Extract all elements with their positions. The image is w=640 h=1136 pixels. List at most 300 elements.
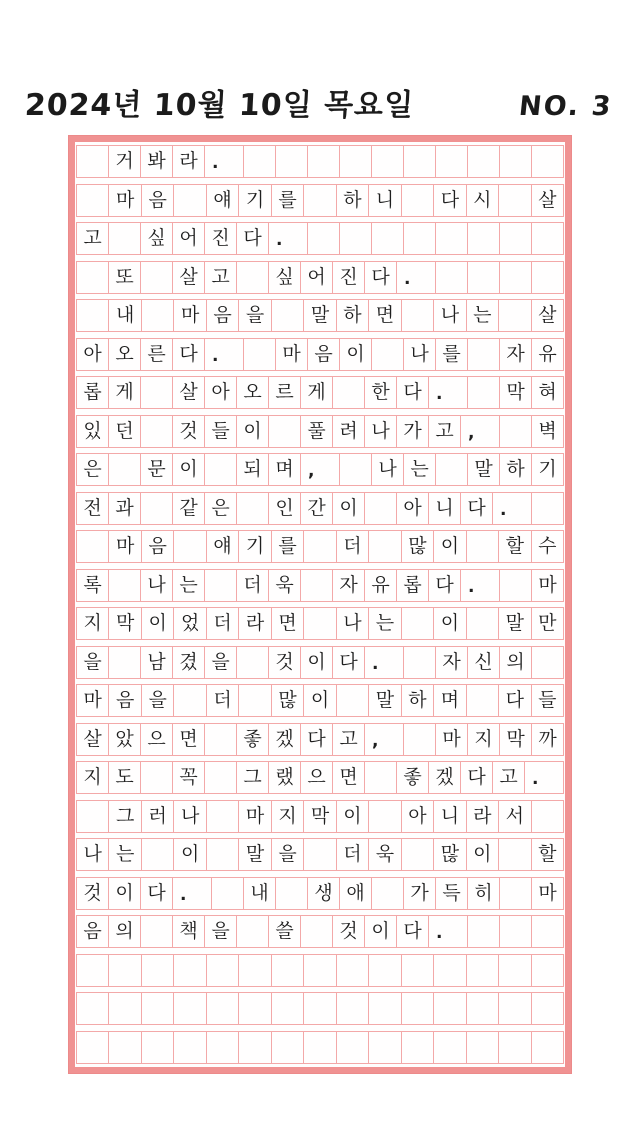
grid-cell: 인 (268, 492, 301, 525)
grid-cell-empty (467, 261, 500, 294)
grid-cell-empty (467, 376, 500, 409)
grid-cell: 들 (204, 415, 237, 448)
grid-cell: 기 (531, 453, 564, 486)
grid-cell-empty (531, 261, 564, 294)
grid-row (76, 299, 564, 332)
grid-cell: 러 (141, 800, 174, 833)
grid-row (76, 145, 564, 178)
grid-cell: 더 (336, 530, 369, 563)
grid-cell: 다 (396, 376, 429, 409)
grid-cell: 문 (140, 453, 173, 486)
grid-cell-empty (371, 877, 404, 910)
grid-cell-empty (271, 954, 304, 987)
grid-cell: . (204, 145, 244, 178)
grid-cell: 이 (141, 607, 174, 640)
grid-row (76, 646, 564, 679)
grid-cell: 살 (172, 376, 205, 409)
grid-cell: 이 (364, 915, 397, 948)
grid-cell: 신 (467, 646, 500, 679)
grid-cell-empty (238, 1031, 271, 1064)
grid-cell: 는 (466, 299, 499, 332)
grid-cell: 라 (466, 800, 499, 833)
grid-cell-empty (364, 761, 397, 794)
grid-cell-empty (531, 800, 564, 833)
grid-cell: 마 (238, 800, 271, 833)
grid-cell: 자 (435, 646, 468, 679)
grid-cell: 음 (76, 915, 109, 948)
grid-cell: , (364, 723, 404, 756)
grid-cell: 다 (460, 761, 493, 794)
grid-cell-empty (401, 838, 434, 871)
grid-cell-empty (403, 723, 436, 756)
grid-cell-empty (531, 646, 564, 679)
grid-cell: 을 (271, 838, 304, 871)
grid-cell: 이 (303, 684, 336, 717)
grid-cell-empty (206, 954, 239, 987)
grid-cell: 다 (300, 723, 333, 756)
grid-cell-empty (76, 800, 109, 833)
grid-cell: 는 (108, 838, 141, 871)
grid-cell: 지 (467, 723, 500, 756)
grid-cell-empty (433, 1031, 466, 1064)
grid-cell-empty (531, 954, 564, 987)
grid-cell: 게 (300, 376, 333, 409)
grid-row (76, 492, 564, 525)
grid-cell-empty (303, 1031, 336, 1064)
grid-row (76, 530, 564, 563)
grid-cell-empty (140, 761, 173, 794)
grid-cell-empty (435, 222, 468, 255)
grid-cell: 이 (336, 800, 369, 833)
grid-cell: 다 (236, 222, 269, 255)
grid-cell: 아 (76, 338, 109, 371)
grid-cell: 막 (499, 376, 532, 409)
grid-cell-empty (336, 1031, 369, 1064)
grid-cell: 고 (492, 761, 525, 794)
grid-cell: 다 (140, 877, 173, 910)
grid-cell: 겠 (428, 761, 461, 794)
grid-cell: 더 (206, 684, 239, 717)
grid-row (76, 915, 564, 948)
grid-cell-empty (206, 838, 239, 871)
grid-cell: 거 (108, 145, 141, 178)
grid-cell-empty (204, 453, 237, 486)
grid-cell-empty (531, 992, 564, 1025)
grid-cell-empty (531, 915, 564, 948)
grid-cell-empty (108, 569, 141, 602)
grid-cell-empty (236, 261, 269, 294)
grid-cell: 다 (364, 261, 397, 294)
grid-cell: 막 (499, 723, 532, 756)
grid-cell: 른 (140, 338, 173, 371)
grid-cell-empty (173, 684, 206, 717)
grid-cell: 히 (467, 877, 500, 910)
grid-cell: 롭 (76, 376, 109, 409)
grid-cell: 면 (172, 723, 205, 756)
grid-cell: , (300, 453, 340, 486)
grid-cell-empty (364, 492, 397, 525)
grid-cell: 많 (271, 684, 304, 717)
grid-cell: 살 (172, 261, 205, 294)
grid-cell: 면 (271, 607, 304, 640)
grid-cell-empty (403, 646, 436, 679)
grid-cell-empty (271, 299, 304, 332)
grid-cell: 았 (108, 723, 141, 756)
grid-cell: 벽 (531, 415, 564, 448)
grid-row (76, 723, 564, 756)
grid-row (76, 992, 564, 1025)
grid-cell: 겼 (172, 646, 205, 679)
grid-cell: 으 (140, 723, 173, 756)
grid-cell: 를 (435, 338, 468, 371)
grid-cell: . (172, 877, 212, 910)
grid-cell: 나 (403, 338, 436, 371)
grid-cell: 다 (433, 184, 466, 217)
grid-cell: 지 (76, 607, 109, 640)
grid-cell: 아 (396, 492, 429, 525)
grid-cell: 나 (76, 838, 109, 871)
grid-cell: 봐 (140, 145, 173, 178)
grid-cell: 들 (531, 684, 564, 717)
grid-cell: 은 (204, 492, 237, 525)
grid-cell-empty (206, 800, 239, 833)
grid-cell: 더 (336, 838, 369, 871)
grid-cell: 의 (499, 646, 532, 679)
grid-cell: 하 (336, 299, 369, 332)
grid-cell-empty (368, 954, 401, 987)
grid-cell: 하 (336, 184, 369, 217)
grid-row (76, 261, 564, 294)
grid-cell: 것 (172, 415, 205, 448)
grid-cell-empty (339, 145, 372, 178)
grid-cell-empty (336, 954, 369, 987)
grid-cell: 을 (204, 915, 237, 948)
grid-cell-empty (435, 261, 468, 294)
grid-cell: 을 (76, 646, 109, 679)
grid-cell-empty (141, 1031, 174, 1064)
grid-cell-empty (173, 530, 206, 563)
grid-cell-empty (76, 145, 109, 178)
grid-cell: 며 (433, 684, 466, 717)
grid-cell: 게 (108, 376, 141, 409)
grid-cell: 책 (172, 915, 205, 948)
grid-cell: 가 (396, 415, 429, 448)
grid-cell-empty (303, 607, 336, 640)
grid-cell-empty (303, 838, 336, 871)
grid-cell-empty (467, 338, 500, 371)
grid-cell-empty (243, 145, 276, 178)
grid-cell: 다 (396, 915, 429, 948)
grid-cell: 살 (76, 723, 109, 756)
grid-cell-empty (108, 954, 141, 987)
grid-cell-empty (531, 222, 564, 255)
grid-cell-empty (108, 453, 141, 486)
grid-cell: 다 (332, 646, 365, 679)
grid-cell: 싶 (140, 222, 173, 255)
grid-cell-empty (498, 184, 531, 217)
grid-cell-empty (371, 338, 404, 371)
grid-cell: 것 (268, 646, 301, 679)
grid-cell-empty (433, 954, 466, 987)
grid-cell-empty (498, 992, 531, 1025)
grid-cell-empty (368, 800, 401, 833)
grid-cell-empty (275, 877, 308, 910)
grid-cell: 간 (300, 492, 333, 525)
grid-cell: 이 (172, 453, 205, 486)
grid-cell-empty (339, 222, 372, 255)
grid-cell-empty (499, 145, 532, 178)
grid-row (76, 376, 564, 409)
grid-cell-empty (108, 222, 141, 255)
grid-cell: 의 (108, 915, 141, 948)
grid-row (76, 453, 564, 486)
grid-cell: 이 (236, 415, 269, 448)
grid-cell: 은 (76, 453, 109, 486)
grid-cell: . (492, 492, 532, 525)
grid-cell-empty (76, 992, 109, 1025)
grid-cell-empty (141, 992, 174, 1025)
grid-cell-empty (401, 992, 434, 1025)
grid-cell: . (428, 915, 468, 948)
grid-cell-empty (466, 530, 499, 563)
grid-cell-empty (140, 376, 173, 409)
grid-cell: 다 (428, 569, 461, 602)
grid-cell: 니 (368, 184, 401, 217)
grid-cell-empty (336, 684, 369, 717)
grid-cell-empty (499, 915, 532, 948)
grid-cell-empty (499, 222, 532, 255)
grid-row (76, 684, 564, 717)
grid-row (76, 338, 564, 371)
grid-cell: 유 (531, 338, 564, 371)
grid-cell: 어 (172, 222, 205, 255)
grid-cell-empty (466, 1031, 499, 1064)
grid-cell-empty (76, 954, 109, 987)
grid-cell: 많 (401, 530, 434, 563)
grid-cell: 그 (236, 761, 269, 794)
grid-cell: 욱 (268, 569, 301, 602)
grid-cell: 마 (531, 877, 564, 910)
grid-cell: 아 (401, 800, 434, 833)
grid-cell-empty (401, 184, 434, 217)
grid-cell: 내 (243, 877, 276, 910)
grid-cell: 전 (76, 492, 109, 525)
grid-cell: 것 (76, 877, 109, 910)
grid-cell: 같 (172, 492, 205, 525)
grid-cell-empty (401, 1031, 434, 1064)
grid-cell-empty (173, 1031, 206, 1064)
grid-cell-empty (303, 530, 336, 563)
grid-cell: 라 (238, 607, 271, 640)
grid-cell-empty (140, 261, 173, 294)
grid-cell: 를 (271, 184, 304, 217)
grid-cell: 풀 (300, 415, 333, 448)
grid-cell: 할 (498, 530, 531, 563)
grid-cell-empty (76, 1031, 109, 1064)
grid-cell-empty (268, 415, 301, 448)
grid-cell-empty (140, 915, 173, 948)
grid-cell-empty (303, 954, 336, 987)
grid-cell: 말 (238, 838, 271, 871)
grid-cell-empty (206, 992, 239, 1025)
grid-cell-empty (368, 530, 401, 563)
grid-cell: 쓸 (268, 915, 301, 948)
grid-cell: 막 (108, 607, 141, 640)
grid-cell-empty (204, 761, 237, 794)
grid-cell: 자 (499, 338, 532, 371)
grid-cell: 나 (371, 453, 404, 486)
grid-cell: 좋 (236, 723, 269, 756)
grid-cell: 었 (173, 607, 206, 640)
grid-cell-empty (307, 222, 340, 255)
grid-cell-empty (173, 184, 206, 217)
grid-cell: 오 (108, 338, 141, 371)
grid-cell: 이 (300, 646, 333, 679)
grid-cell-empty (531, 492, 564, 525)
grid-cell-empty (368, 1031, 401, 1064)
grid-cell: 음 (206, 299, 239, 332)
grid-cell-empty (303, 992, 336, 1025)
grid-cell-empty (435, 145, 468, 178)
grid-cell: 막 (303, 800, 336, 833)
grid-row (76, 607, 564, 640)
grid-cell-empty (466, 607, 499, 640)
grid-cell: 이 (173, 838, 206, 871)
grid-cell: 있 (76, 415, 109, 448)
grid-cell: 아 (204, 376, 237, 409)
grid-cell-empty (499, 415, 532, 448)
grid-cell: 만 (531, 607, 564, 640)
date-heading: 2024년 10월 10일 목요일 (23, 88, 415, 123)
grid-cell: 던 (108, 415, 141, 448)
grid-cell: 까 (531, 723, 564, 756)
grid-cell: 이 (433, 607, 466, 640)
grid-cell: 도 (108, 761, 141, 794)
grid-cell: . (204, 338, 244, 371)
grid-cell: 말 (303, 299, 336, 332)
grid-cell: 할 (531, 838, 564, 871)
grid-cell: 이 (466, 838, 499, 871)
grid-cell-empty (467, 145, 500, 178)
grid-cell: 이 (108, 877, 141, 910)
grid-cell: 고 (204, 261, 237, 294)
grid-cell: 음 (307, 338, 340, 371)
grid-cell: . (428, 376, 468, 409)
grid-cell-empty (339, 453, 372, 486)
grid-cell: 것 (332, 915, 365, 948)
grid-cell: 을 (238, 299, 271, 332)
grid-cell-empty (466, 684, 499, 717)
grid-cell: 면 (368, 299, 401, 332)
grid-cell-empty (332, 376, 365, 409)
grid-cell: 을 (141, 684, 174, 717)
grid-cell-empty (140, 492, 173, 525)
grid-cell: 마 (108, 530, 141, 563)
grid-cell: . (396, 261, 436, 294)
grid-row (76, 800, 564, 833)
grid-cell-empty (467, 915, 500, 948)
grid-cell-empty (368, 992, 401, 1025)
grid-cell: 오 (236, 376, 269, 409)
grid-cell: 겠 (268, 723, 301, 756)
grid-cell: 또 (108, 261, 141, 294)
grid-cell-empty (76, 184, 109, 217)
grid-row (76, 954, 564, 987)
grid-cell-empty (303, 184, 336, 217)
grid-cell: 시 (466, 184, 499, 217)
grid-cell-empty (76, 261, 109, 294)
grid-row (76, 838, 564, 871)
grid-cell-empty (271, 1031, 304, 1064)
grid-cell: 지 (271, 800, 304, 833)
grid-cell: . (364, 646, 404, 679)
grid-cell-empty (498, 954, 531, 987)
grid-cell: 는 (172, 569, 205, 602)
grid-cell-empty (466, 992, 499, 1025)
grid-cell: 서 (498, 800, 531, 833)
grid-cell-empty (307, 145, 340, 178)
grid-cell-empty (211, 877, 244, 910)
grid-cell: 마 (173, 299, 206, 332)
grid-cell-empty (433, 992, 466, 1025)
grid-cell: . (460, 569, 500, 602)
grid-cell: 다 (172, 338, 205, 371)
grid-cell-empty (371, 222, 404, 255)
grid-cell-empty (371, 145, 404, 178)
grid-cell: 랬 (268, 761, 301, 794)
grid-row (76, 877, 564, 910)
grid-cell-empty (236, 915, 269, 948)
grid-cell: 한 (364, 376, 397, 409)
grid-cell-empty (300, 569, 333, 602)
grid-cell: . (268, 222, 308, 255)
grid-cell: 많 (433, 838, 466, 871)
grid-cell-empty (531, 145, 564, 178)
grid-cell: 을 (204, 646, 237, 679)
grid-cell: 혀 (531, 376, 564, 409)
grid-cell-empty (498, 838, 531, 871)
grid-cell-empty (300, 915, 333, 948)
page-number-label: NO. 3 (516, 91, 614, 122)
grid-cell: 면 (332, 761, 365, 794)
grid-cell: 려 (332, 415, 365, 448)
grid-cell: 르 (268, 376, 301, 409)
grid-cell-empty (531, 1031, 564, 1064)
grid-cell-empty (140, 415, 173, 448)
grid-cell: 유 (364, 569, 397, 602)
grid-cell: 마 (531, 569, 564, 602)
grid-cell: 마 (108, 184, 141, 217)
grid-cell: 마 (435, 723, 468, 756)
grid-cell-empty (499, 569, 532, 602)
grid-cell: 이 (339, 338, 372, 371)
grid-cell: 라 (172, 145, 205, 178)
grid-cell: 애 (339, 877, 372, 910)
grid-cell: 나 (433, 299, 466, 332)
grid-cell-empty (271, 992, 304, 1025)
grid-cell-empty (141, 954, 174, 987)
grid-cell-empty (238, 684, 271, 717)
grid-cell: . (524, 761, 564, 794)
grid-cell-empty (466, 954, 499, 987)
grid-row (76, 761, 564, 794)
grid-cell: 하 (401, 684, 434, 717)
grid-cell-empty (76, 530, 109, 563)
grid-cell-empty (499, 261, 532, 294)
grid-cell: 기 (238, 530, 271, 563)
grid-cell-empty (403, 145, 436, 178)
grid-row (76, 415, 564, 448)
